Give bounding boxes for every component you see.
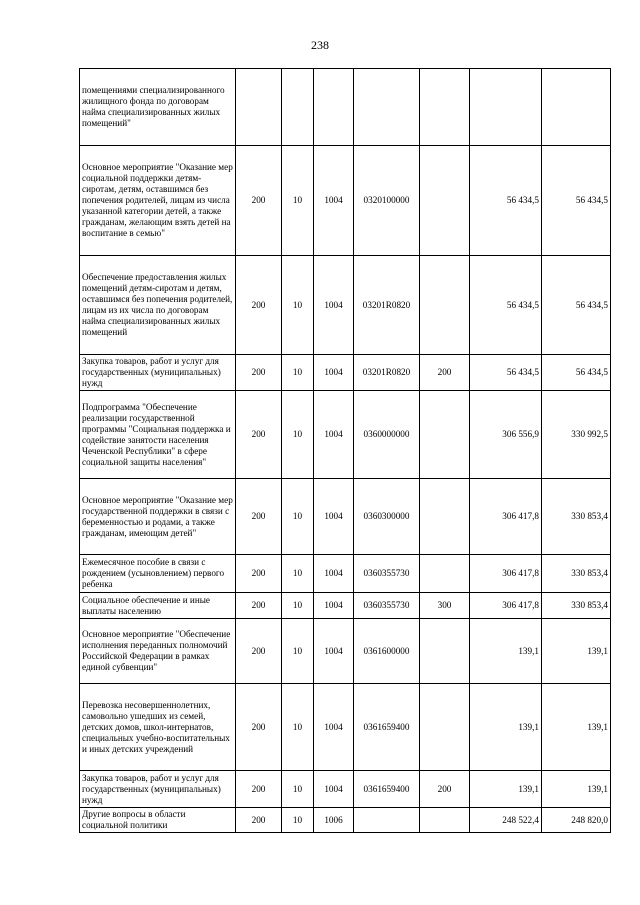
cell-csr: 03201R0820 <box>354 256 420 355</box>
cell-sum-2: 139,1 <box>542 684 611 771</box>
cell-csr: 0361659400 <box>354 684 420 771</box>
cell-pr: 1004 <box>314 146 354 256</box>
cell-ved: 200 <box>236 771 282 808</box>
table-row <box>80 355 611 391</box>
cell-rz: 10 <box>282 771 314 808</box>
row-name: Обеспечение предоставления жилых помещений детям-сиротам и детям, оставшимся без попечения родителей, лицам из их числа по договорам найма специализированных жилых помещений <box>80 256 236 355</box>
cell-sum-2: 139,1 <box>542 619 611 684</box>
table-row <box>80 391 611 479</box>
cell-sum-1: 306 556,9 <box>470 391 542 479</box>
row-name: Закупка товаров, работ и услуг для государственных (муниципальных) нужд <box>80 355 236 391</box>
table-row <box>80 771 611 808</box>
table-row <box>80 555 611 593</box>
row-name: помещениями специализированного жилищного фонда по договорам найма специализированных жилых помещений" <box>80 69 236 146</box>
cell-sum-2: 330 992,5 <box>542 391 611 479</box>
budget-table <box>79 68 611 833</box>
cell-vr <box>420 555 470 593</box>
cell-vr <box>420 69 470 146</box>
cell-ved: 200 <box>236 593 282 619</box>
cell-pr: 1004 <box>314 256 354 355</box>
cell-ved: 200 <box>236 146 282 256</box>
cell-sum-1: 139,1 <box>470 684 542 771</box>
table-row <box>80 684 611 771</box>
page-number: 238 <box>311 38 329 52</box>
cell-vr: 200 <box>420 771 470 808</box>
table-row <box>80 808 611 833</box>
row-name: Подпрограмма "Обеспечение реализации государственной программы "Социальная поддержка и содействие занятости населения Чеченской Республики" в сфере социальной защиты населения" <box>80 391 236 479</box>
cell-csr: 03201R0820 <box>354 355 420 391</box>
cell-sum-2: 330 853,4 <box>542 593 611 619</box>
cell-csr: 0361659400 <box>354 771 420 808</box>
cell-sum-1: 306 417,8 <box>470 555 542 593</box>
cell-sum-2: 330 853,4 <box>542 555 611 593</box>
cell-vr <box>420 619 470 684</box>
row-name: Основное мероприятие "Оказание мер государственной поддержки в связи с беременностью и родами, а также гражданам, имеющим детей" <box>80 479 236 555</box>
table-row <box>80 619 611 684</box>
cell-pr: 1006 <box>314 808 354 833</box>
cell-sum-1: 306 417,8 <box>470 593 542 619</box>
cell-rz: 10 <box>282 808 314 833</box>
cell-rz: 10 <box>282 391 314 479</box>
cell-vr: 200 <box>420 355 470 391</box>
table-row <box>80 146 611 256</box>
cell-vr <box>420 256 470 355</box>
cell-rz: 10 <box>282 256 314 355</box>
row-name: Основное мероприятие "Обеспечение исполнения переданных полномочий Российской Федерации в рамках единой субвенции" <box>80 619 236 684</box>
row-name: Основное мероприятие "Оказание мер социальной поддержки детям-сиротам, детям, оставшимся без попечения родителей, лицам из числа указанной категории детей, а также гражданам, желающим взять детей на воспитание в семью" <box>80 146 236 256</box>
cell-vr <box>420 146 470 256</box>
cell-ved: 200 <box>236 555 282 593</box>
row-name: Ежемесячное пособие в связи с рождением (усыновлением) первого ребенка <box>80 555 236 593</box>
cell-pr: 1004 <box>314 391 354 479</box>
cell-ved: 200 <box>236 684 282 771</box>
table-row <box>80 593 611 619</box>
cell-vr <box>420 808 470 833</box>
cell-ved: 200 <box>236 619 282 684</box>
cell-csr: 0361600000 <box>354 619 420 684</box>
cell-ved: 200 <box>236 479 282 555</box>
cell-ved: 200 <box>236 391 282 479</box>
cell-sum-2: 56 434,5 <box>542 146 611 256</box>
cell-pr: 1004 <box>314 355 354 391</box>
cell-sum-1: 139,1 <box>470 771 542 808</box>
cell-csr: 0360000000 <box>354 391 420 479</box>
table-row <box>80 479 611 555</box>
row-name: Закупка товаров, работ и услуг для государственных (муниципальных) нужд <box>80 771 236 808</box>
cell-rz: 10 <box>282 146 314 256</box>
cell-vr <box>420 479 470 555</box>
cell-rz <box>282 69 314 146</box>
cell-sum-1: 56 434,5 <box>470 146 542 256</box>
cell-sum-2: 56 434,5 <box>542 355 611 391</box>
cell-pr: 1004 <box>314 684 354 771</box>
row-name: Социальное обеспечение и иные выплаты населению <box>80 593 236 619</box>
cell-rz: 10 <box>282 684 314 771</box>
cell-csr: 0360300000 <box>354 479 420 555</box>
table-row <box>80 256 611 355</box>
cell-rz: 10 <box>282 355 314 391</box>
cell-vr: 300 <box>420 593 470 619</box>
cell-csr: 0320100000 <box>354 146 420 256</box>
cell-ved: 200 <box>236 256 282 355</box>
cell-rz: 10 <box>282 555 314 593</box>
cell-sum-1: 248 522,4 <box>470 808 542 833</box>
cell-sum-1: 56 434,5 <box>470 256 542 355</box>
cell-ved: 200 <box>236 808 282 833</box>
cell-csr <box>354 808 420 833</box>
cell-pr: 1004 <box>314 619 354 684</box>
cell-pr: 1004 <box>314 555 354 593</box>
cell-sum-1: 306 417,8 <box>470 479 542 555</box>
cell-sum-2: 56 434,5 <box>542 256 611 355</box>
cell-rz: 10 <box>282 479 314 555</box>
cell-sum-2: 330 853,4 <box>542 479 611 555</box>
cell-csr: 0360355730 <box>354 593 420 619</box>
cell-pr: 1004 <box>314 771 354 808</box>
cell-vr <box>420 391 470 479</box>
cell-sum-2: 139,1 <box>542 771 611 808</box>
row-name: Перевозка несовершеннолетних, самовольно ушедших из семей, детских домов, школ-интернатов, специальных учебно-воспитательных и иных детских учреждений <box>80 684 236 771</box>
row-name: Другие вопросы в области социальной политики <box>80 808 236 833</box>
table-row <box>80 69 611 146</box>
cell-rz: 10 <box>282 593 314 619</box>
cell-ved: 200 <box>236 355 282 391</box>
cell-sum-1: 139,1 <box>470 619 542 684</box>
cell-pr <box>314 69 354 146</box>
cell-sum-2: 248 820,0 <box>542 808 611 833</box>
cell-ved <box>236 69 282 146</box>
cell-rz: 10 <box>282 619 314 684</box>
cell-sum-1: 56 434,5 <box>470 355 542 391</box>
cell-pr: 1004 <box>314 479 354 555</box>
cell-sum-1 <box>470 69 542 146</box>
cell-csr: 0360355730 <box>354 555 420 593</box>
cell-sum-2 <box>542 69 611 146</box>
cell-vr <box>420 684 470 771</box>
cell-csr <box>354 69 420 146</box>
cell-pr: 1004 <box>314 593 354 619</box>
